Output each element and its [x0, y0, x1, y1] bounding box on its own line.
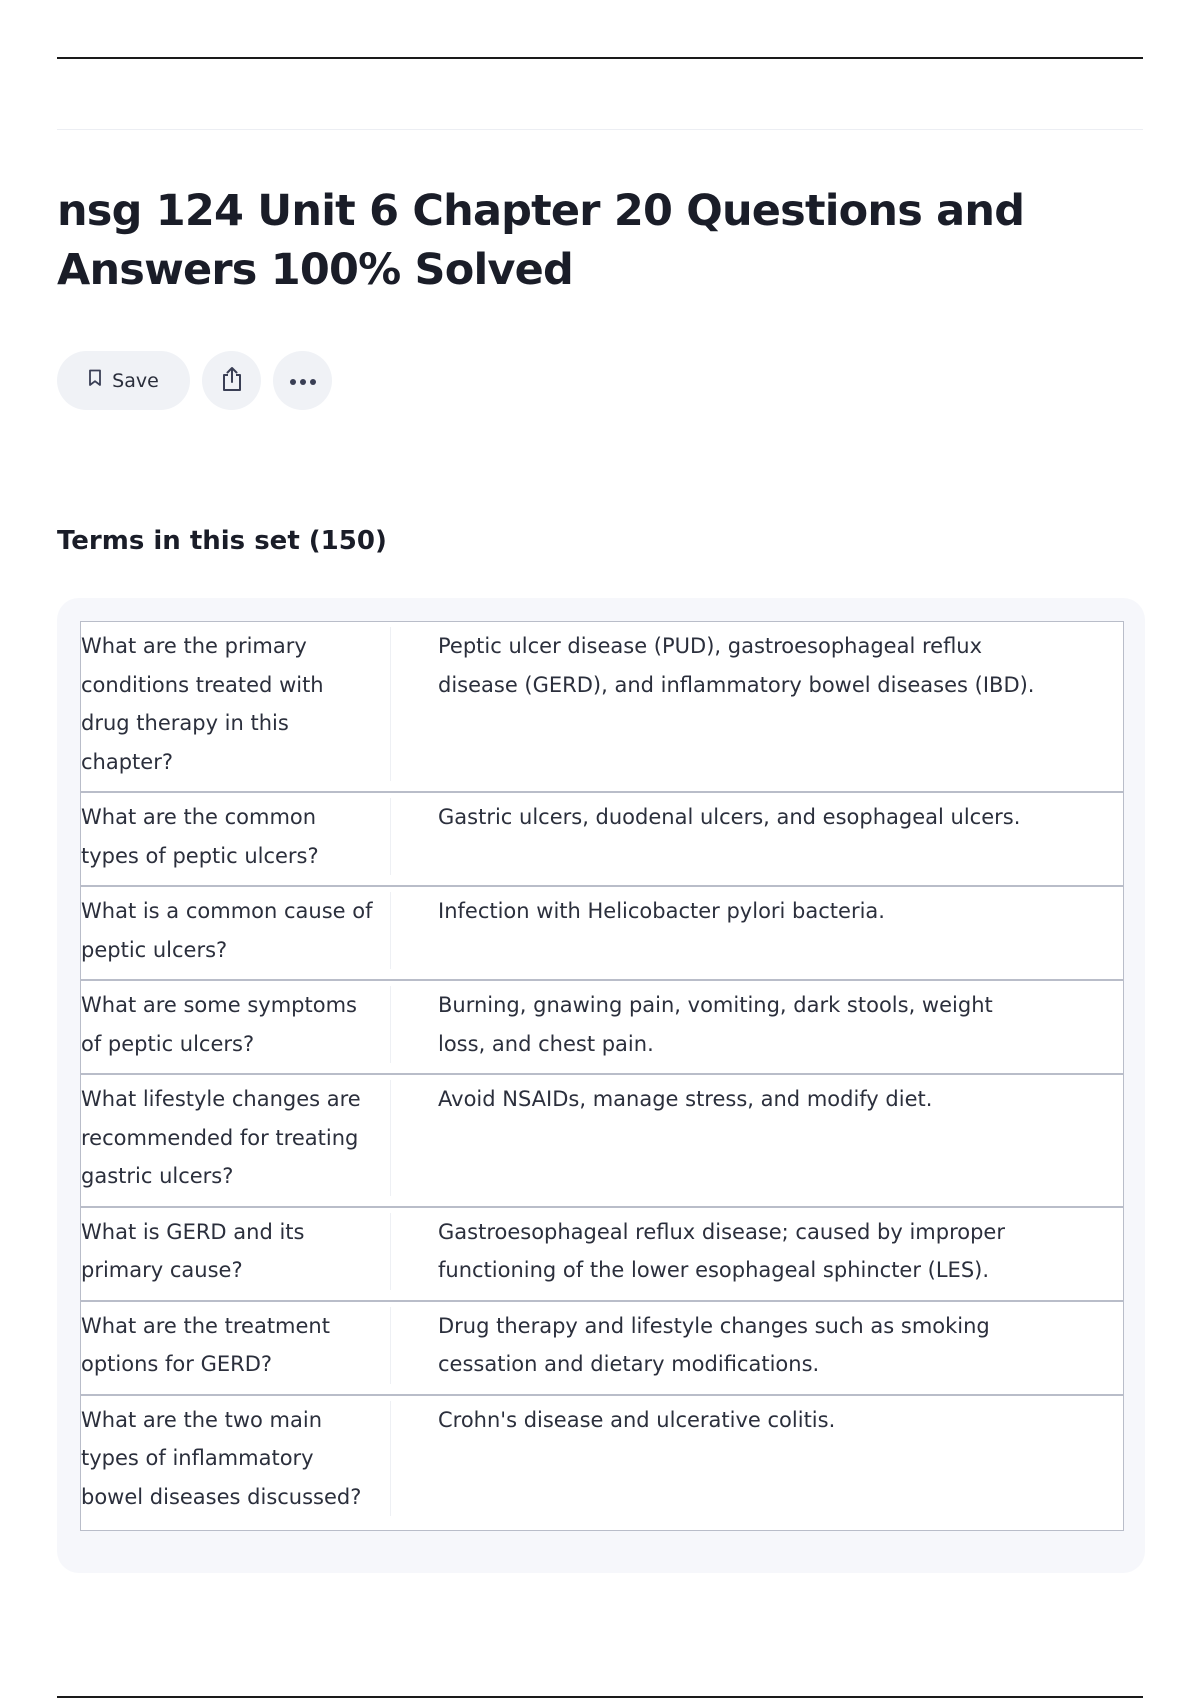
term-row: [81, 887, 1123, 981]
bookmark-icon: [88, 369, 102, 392]
terms-panel: [57, 598, 1145, 1573]
term-answer: Gastric ulcers, duodenal ulcers, and esophageal ulcers.: [438, 805, 1021, 829]
top-divider: [57, 57, 1143, 59]
save-label: Save: [112, 369, 159, 392]
bottom-divider: [57, 1696, 1143, 1698]
term-answer: Infection with Helicobacter pylori bacteria.: [438, 899, 885, 923]
term-question: What is a common cause of peptic ulcers?: [81, 892, 391, 969]
more-options-button[interactable]: [273, 351, 332, 410]
more-options-icon: [288, 371, 318, 390]
terms-table: [80, 621, 1124, 1531]
term-question: What are the two main types of inflammatory bowel diseases discussed?: [81, 1401, 391, 1517]
term-row: [81, 981, 1123, 1075]
terms-heading: Terms in this set (150): [57, 526, 387, 556]
term-answer: Avoid NSAIDs, manage stress, and modify diet.: [438, 1087, 933, 1111]
action-bar: [57, 351, 332, 410]
term-row: [81, 1075, 1123, 1208]
page-title: nsg 124 Unit 6 Chapter 20 Questions and Answers 100% Solved: [57, 186, 1025, 295]
term-answer: Burning, gnawing pain, vomiting, dark stools, weight loss, and chest pain.: [438, 993, 993, 1056]
term-row: [81, 1396, 1123, 1531]
term-question: What are some symptoms of peptic ulcers?: [81, 986, 391, 1063]
share-icon: [219, 365, 245, 397]
term-question: What are the common types of peptic ulcers?: [81, 798, 391, 875]
save-button[interactable]: [57, 351, 190, 410]
term-row: [81, 793, 1123, 887]
term-answer: Gastroesophageal reflux disease; caused by improper functioning of the lower esophageal sphincter (LES).: [438, 1219, 1005, 1282]
term-question: What are the primary conditions treated with drug therapy in this chapter?: [81, 627, 391, 781]
header-divider: [57, 129, 1143, 130]
term-question: What lifestyle changes are recommended for treating gastric ulcers?: [81, 1080, 391, 1196]
term-row: [81, 1302, 1123, 1396]
term-answer: Crohn's disease and ulcerative colitis.: [438, 1407, 836, 1432]
term-row: [81, 1208, 1123, 1302]
term-question: What is GERD and its primary cause?: [81, 1213, 391, 1290]
term-question: What are the treatment options for GERD?: [81, 1307, 391, 1384]
term-answer: Peptic ulcer disease (PUD), gastroesophageal reflux disease (GERD), and inflammatory bowel diseases (IBD).: [438, 634, 1035, 697]
share-button[interactable]: [202, 351, 261, 410]
term-answer: Drug therapy and lifestyle changes such as smoking cessation and dietary modifications.: [438, 1313, 990, 1376]
term-row: [81, 622, 1123, 793]
